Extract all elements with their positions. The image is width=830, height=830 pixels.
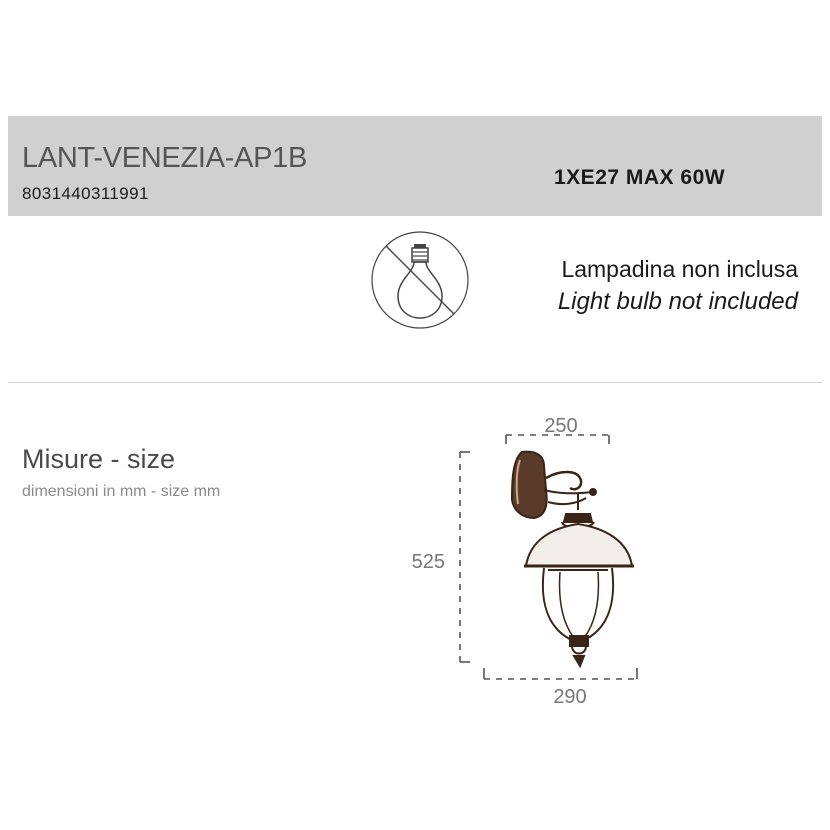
size-title: Misure - size [22,444,176,474]
wall-lantern-drawing [400,405,660,715]
product-code: LANT-VENEZIA-AP1B [22,142,307,174]
bulb-notice-english: Light bulb not included [557,288,798,315]
bottom-width-label: 290 [553,686,587,708]
section-divider [8,382,822,383]
top-width-label: 250 [544,415,578,437]
bulb-spec: 1XE27 MAX 60W [554,166,726,189]
size-subtitle: dimensioni in mm - size mm [22,483,221,500]
bulb-notice-italian: Lampadina non inclusa [561,256,798,282]
ean-code: 8031440311991 [22,184,149,203]
height-label: 525 [411,551,445,573]
